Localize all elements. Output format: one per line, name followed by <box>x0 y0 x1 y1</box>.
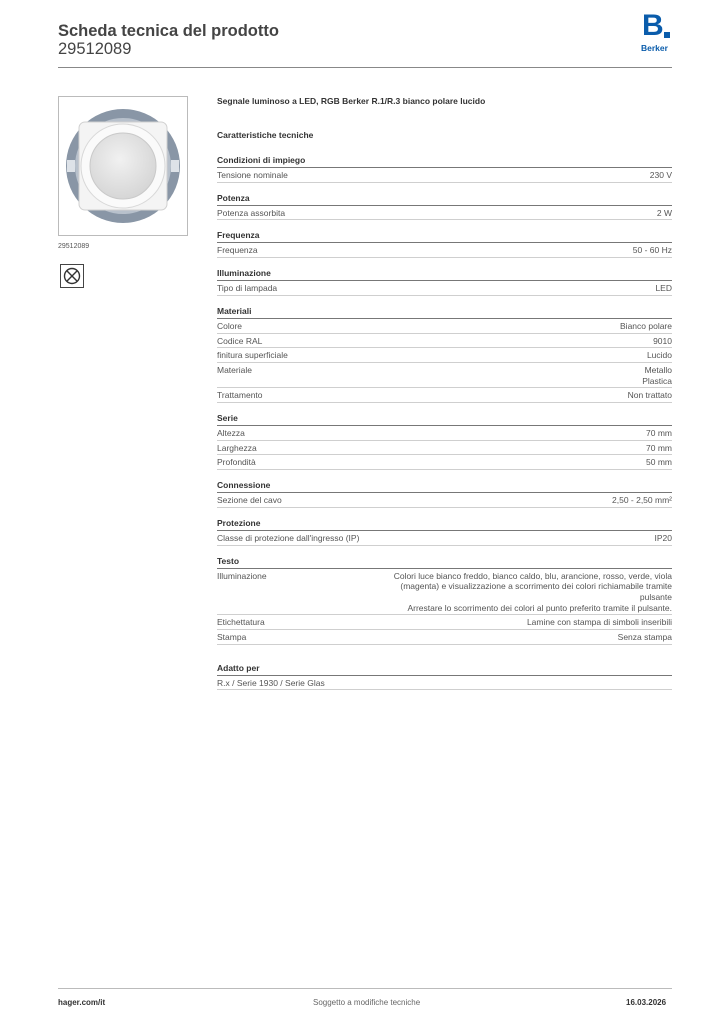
logo-letter: B <box>642 9 664 42</box>
spec-row <box>217 630 672 645</box>
section-title: Materiali <box>217 306 672 319</box>
header-title: Scheda tecnica del prodotto <box>58 22 279 40</box>
spec-key: Stampa <box>217 632 247 643</box>
spec-key: Etichettatura <box>217 617 265 628</box>
spec-value: 2 W <box>656 207 672 218</box>
tech-heading: Caratteristiche tecniche <box>217 130 314 140</box>
section-title: Adatto per <box>217 663 672 676</box>
spec-row <box>217 455 672 470</box>
spec-key: Illuminazione <box>217 570 267 581</box>
spec-row <box>217 168 672 183</box>
spec-key: Materiale <box>217 364 252 375</box>
spec-row <box>217 243 672 258</box>
spec-row <box>217 206 672 221</box>
section-title: Serie <box>217 413 672 426</box>
spec-key: Tensione nominale <box>217 170 288 180</box>
section-illuminazione <box>217 268 672 296</box>
footer-date: 16.03.2026 <box>626 998 667 1007</box>
product-title: Segnale luminoso a LED, RGB Berker R.1/R.3 bianco polare lucido <box>217 96 486 106</box>
spec-row <box>217 388 672 403</box>
spec-row <box>217 569 672 616</box>
section-protezione <box>217 518 672 546</box>
spec-key: Trattamento <box>217 390 263 401</box>
spec-value: 70 mm <box>646 442 672 453</box>
spec-key: Profondità <box>217 457 256 468</box>
spec-value: 9010 <box>653 335 672 346</box>
section-potenza <box>217 193 672 221</box>
spec-value: Colori luce bianco freddo, bianco caldo, blu, arancione, rosso, verde, viola (magenta) e visualizzazione a scorrimento dei colori richiamabile tramite pulsante Arrestare lo scorrimento dei colori al punto preferito tramite il pulsante. <box>393 570 672 613</box>
spec-row <box>217 493 672 508</box>
section-materiali <box>217 306 672 403</box>
section-testo <box>217 556 672 645</box>
spec-row <box>217 441 672 456</box>
footer-disclaimer: Soggetto a modifiche tecniche <box>313 998 421 1007</box>
spec-key: Classe di protezione dall'ingresso (IP) <box>217 532 360 543</box>
lamp-symbol-icon <box>60 264 84 288</box>
spec-key: Frequenza <box>217 245 258 256</box>
spec-value: Senza stampa <box>617 632 672 643</box>
berker-logo <box>640 9 674 55</box>
section-adatto-per <box>217 663 672 691</box>
section-title: Testo <box>217 556 672 569</box>
header-product-number: 29512089 <box>58 40 132 58</box>
section-frequenza <box>217 230 672 258</box>
spec-row <box>217 531 672 546</box>
section-title: Potenza <box>217 193 672 206</box>
spec-value: 50 mm <box>646 457 672 468</box>
spec-value: LED <box>655 283 672 294</box>
spec-value: IP20 <box>654 532 672 543</box>
spec-key: Codice RAL <box>217 335 263 346</box>
footer-divider <box>58 988 672 989</box>
spec-key: Altezza <box>217 428 245 439</box>
spec-sections <box>217 155 672 700</box>
spec-value: Lamine con stampa di simboli inseribili <box>526 617 672 628</box>
spec-row <box>217 319 672 334</box>
product-image <box>58 96 188 236</box>
footer-website-link[interactable]: hager.com/it <box>58 998 106 1007</box>
spec-value: 50 - 60 Hz <box>632 245 672 256</box>
spec-row <box>217 363 672 388</box>
spec-value: 70 mm <box>646 428 672 439</box>
spec-row <box>217 348 672 363</box>
spec-row <box>217 281 672 296</box>
section-title: Frequenza <box>217 230 672 243</box>
section-condizioni <box>217 155 672 183</box>
spec-key: Potenza assorbita <box>217 207 286 218</box>
section-connessione <box>217 480 672 508</box>
spec-row <box>217 676 672 691</box>
section-title: Illuminazione <box>217 268 672 281</box>
spec-value: 2,50 - 2,50 mm² <box>612 495 672 506</box>
spec-row <box>217 615 672 630</box>
spec-row <box>217 426 672 441</box>
spec-value: Bianco polare <box>620 320 672 331</box>
spec-key: finitura superficiale <box>217 350 288 361</box>
image-code: 29512089 <box>58 243 90 250</box>
logo-dot <box>664 32 670 38</box>
spec-value: Metallo Plastica <box>642 364 672 386</box>
spec-key: Larghezza <box>217 442 257 453</box>
logo-text: Berker <box>641 43 668 53</box>
header-divider <box>58 67 672 68</box>
spec-value: Lucido <box>646 350 672 361</box>
section-serie <box>217 413 672 470</box>
spec-key: Colore <box>217 320 243 331</box>
spec-key: Tipo di lampada <box>217 283 278 294</box>
spec-value: 230 V <box>649 170 672 180</box>
section-title: Protezione <box>217 518 672 531</box>
spec-row <box>217 334 672 349</box>
section-title: Connessione <box>217 480 672 493</box>
spec-key: R.x / Serie 1930 / Serie Glas <box>217 677 325 688</box>
spec-value: Non trattato <box>627 390 672 401</box>
section-title: Condizioni di impiego <box>217 155 672 168</box>
spec-key: Sezione del cavo <box>217 495 282 506</box>
